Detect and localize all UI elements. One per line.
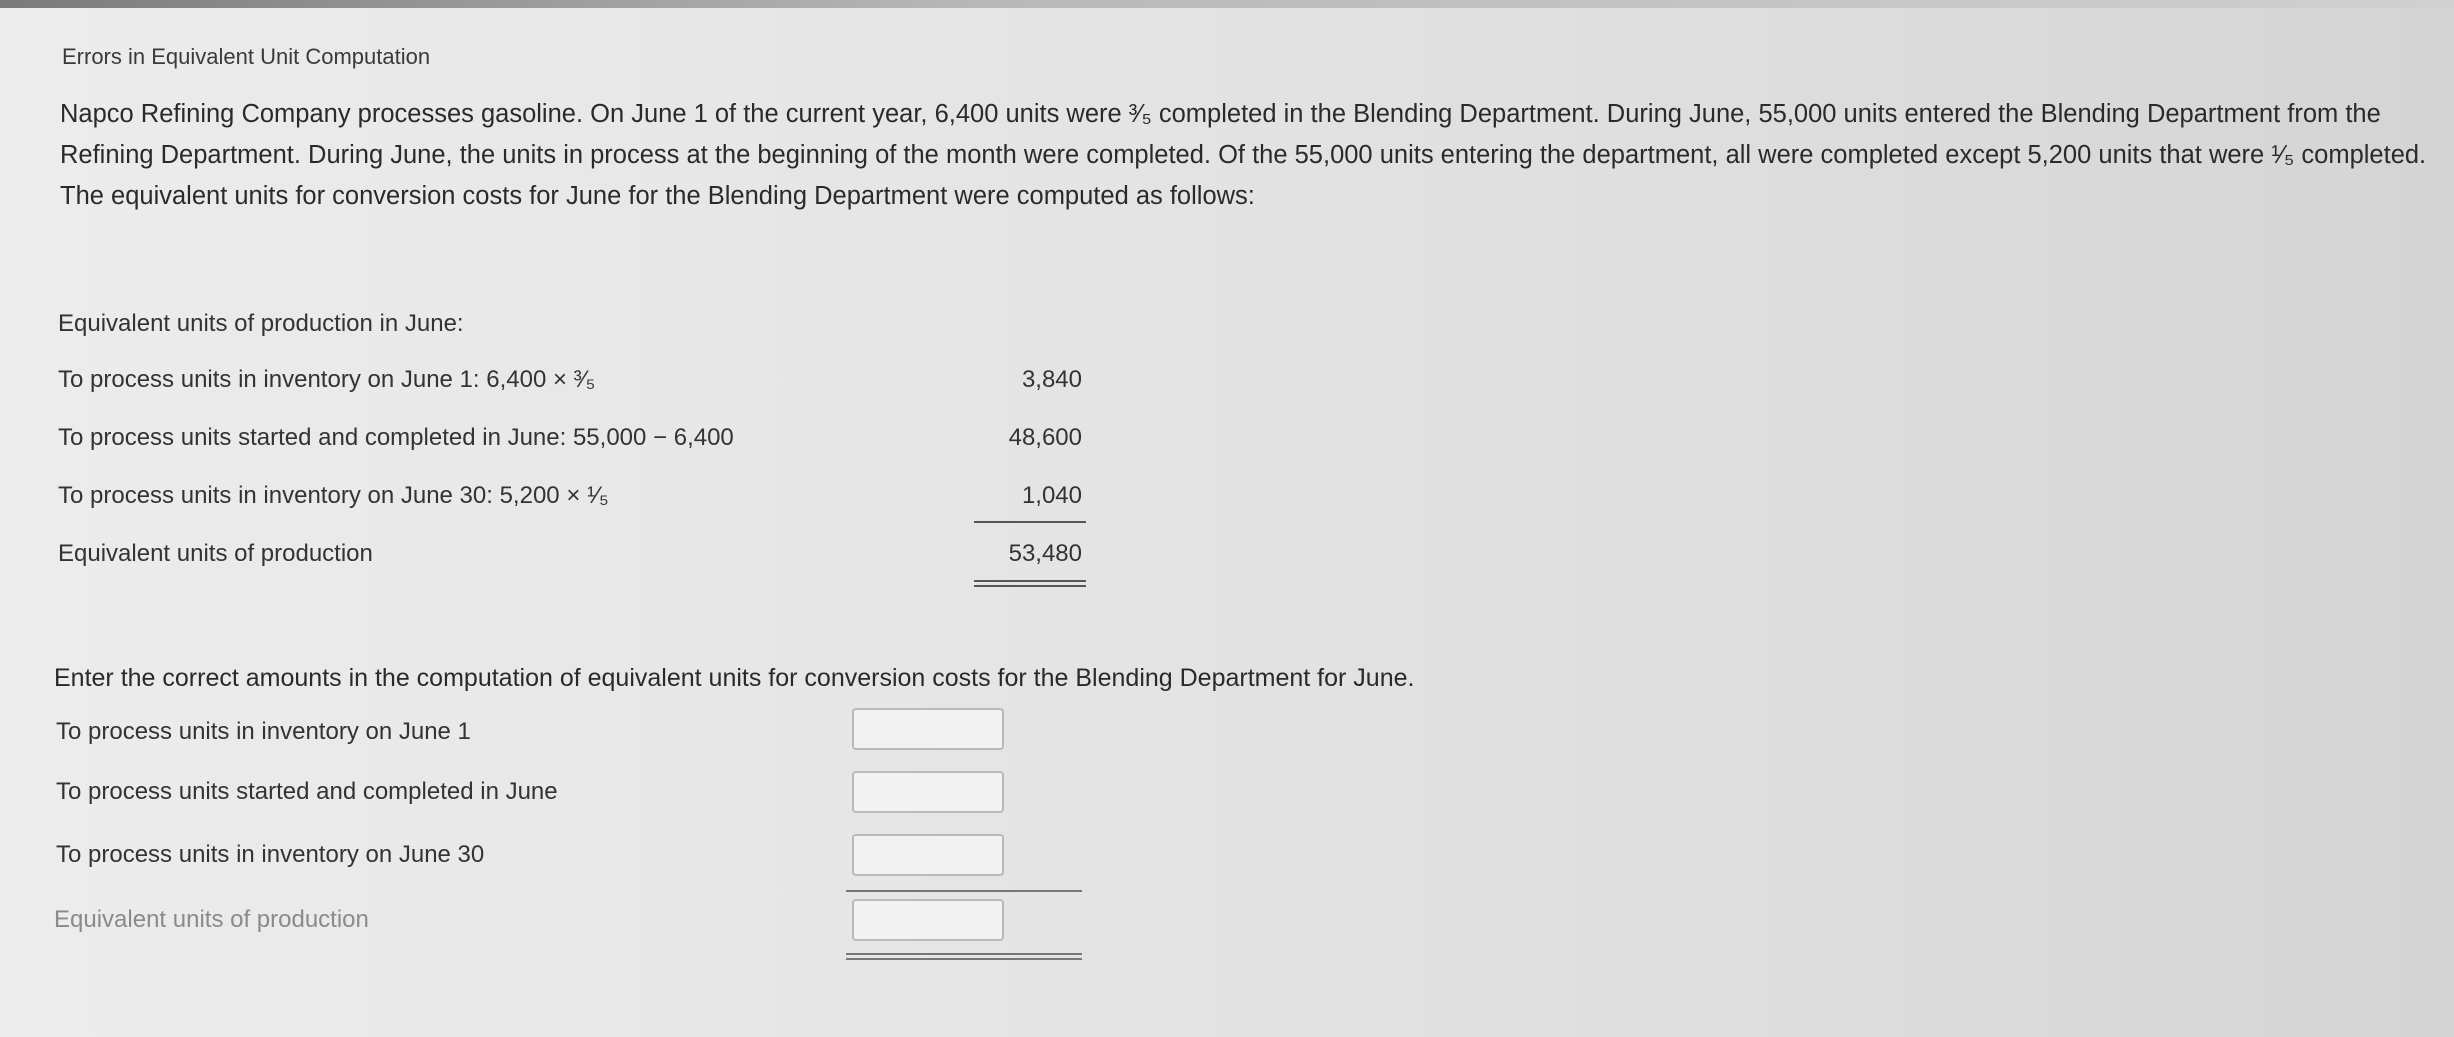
answer-row-label: To process units in inventory on June 1 [56, 718, 471, 745]
computation-row-label: To process units in inventory on June 30: 5,200 × ¹⁄₅ [58, 482, 609, 509]
computation-row-value: 3,840 [1021, 366, 1082, 393]
computation-row-value: 48,600 [1008, 424, 1082, 451]
answer-subtotal-rule [846, 890, 1082, 892]
june30-inventory-input[interactable] [852, 834, 1004, 876]
computation-total-label: Equivalent units of production [58, 540, 373, 567]
answer-row-label: To process units in inventory on June 30 [56, 841, 485, 868]
computation-heading: Equivalent units of production in June: [58, 310, 464, 337]
answer-total-double-rule [846, 953, 1082, 960]
subtotal-rule [974, 521, 1086, 523]
computation-row-label: To process units started and completed in June: 55,000 − 6,400 [58, 424, 734, 451]
computation-total-value: 53,480 [1008, 540, 1082, 567]
june1-inventory-input[interactable] [852, 708, 1004, 750]
answer-row-label: To process units started and completed in June [56, 778, 558, 805]
problem-page [0, 8, 2454, 1037]
answer-total-label: Equivalent units of production [54, 906, 369, 933]
computation-row-label: To process units in inventory on June 1: 6,400 × ³⁄₅ [58, 366, 596, 393]
started-completed-input[interactable] [852, 771, 1004, 813]
problem-title: Errors in Equivalent Unit Computation [62, 44, 431, 69]
equivalent-units-total-input[interactable] [852, 899, 1004, 941]
problem-intro-paragraph: Napco Refining Company processes gasoline. On June 1 of the current year, 6,400 units were ³⁄₅ completed in the Blending Department. During June, 55,000 units entered the Blending Department from the Refining Department. During June, the units in process at the beginning of the month were completed. Of the 55,000 units entering the department, all were completed except 5,200 units that were ¹⁄₅ completed. The equivalent units for conversion costs for June for the Blending Department were computed as follows: [60, 100, 2427, 210]
computation-row-value: 1,040 [1021, 482, 1082, 509]
answer-instruction: Enter the correct amounts in the computation of equivalent units for conversion costs for the Blending Department for June. [54, 664, 1415, 692]
top-edge-strip [0, 0, 2454, 8]
total-double-rule [974, 580, 1086, 587]
